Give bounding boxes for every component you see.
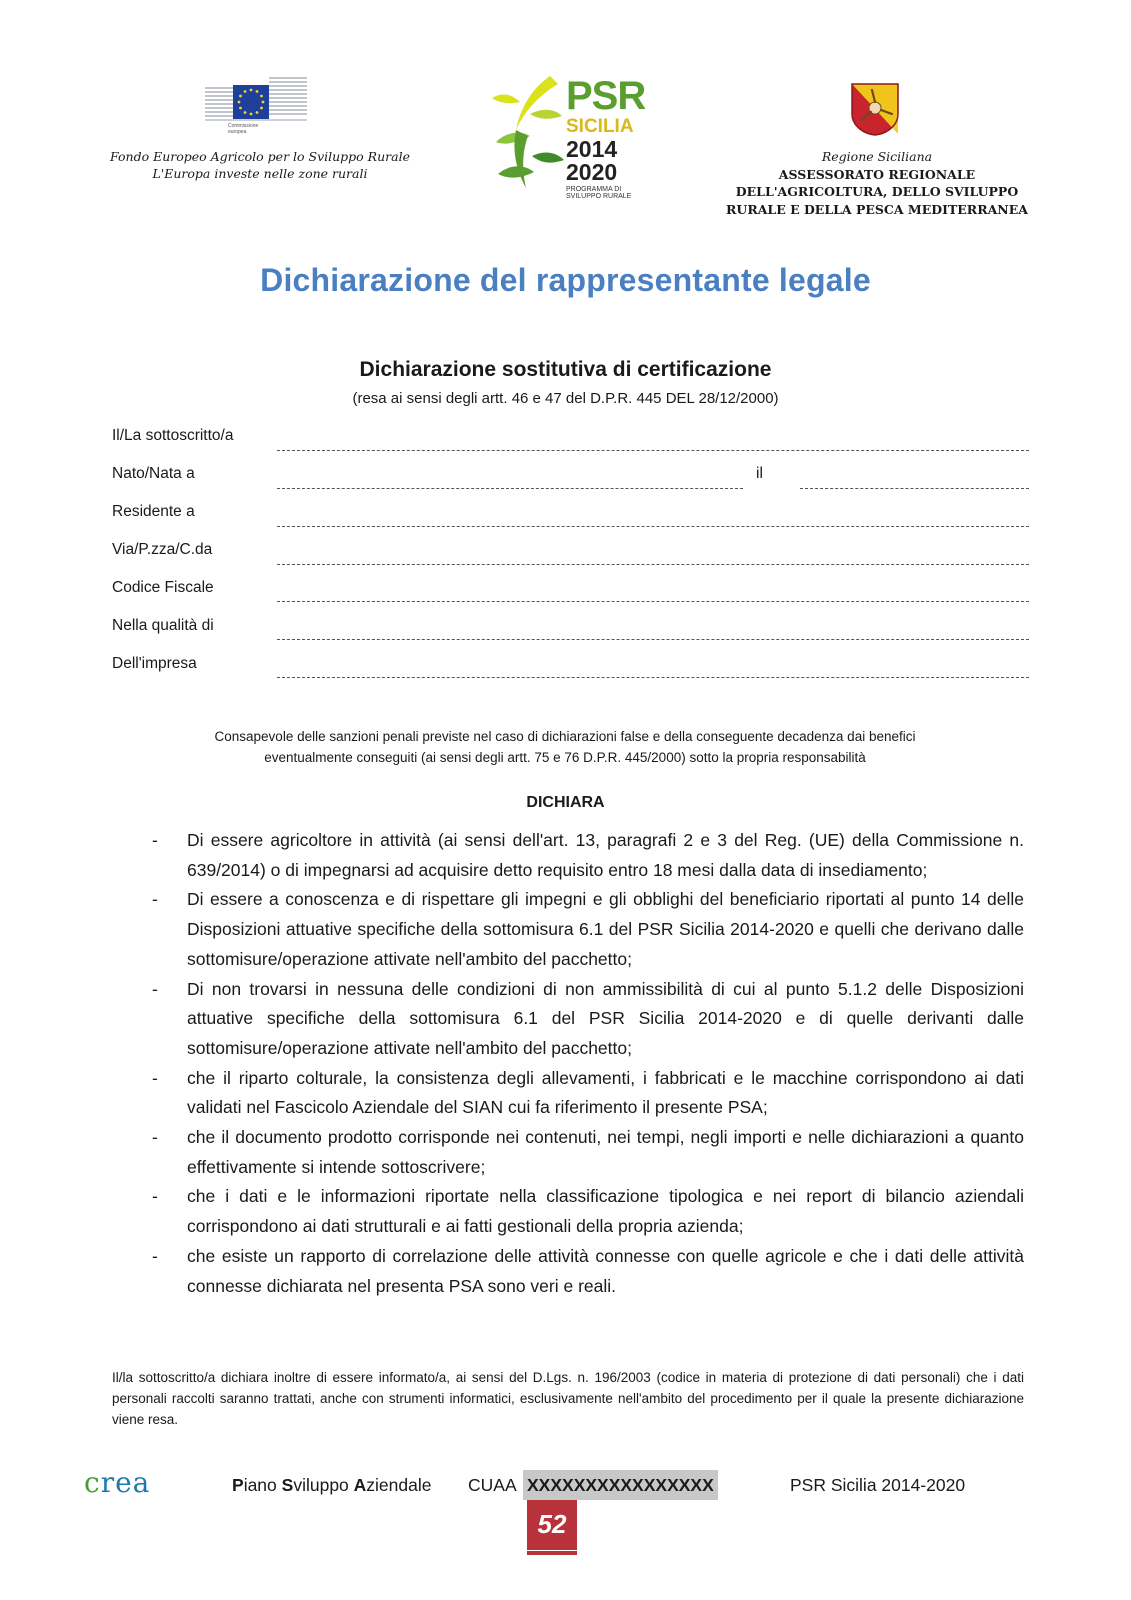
- field-codice-fiscale[interactable]: [277, 601, 1029, 602]
- field-impresa[interactable]: [277, 677, 1029, 678]
- fund-caption: Fondo Europeo Agricolo per lo Sviluppo Rurale L'Europa investe nelle zone rurali: [110, 149, 410, 181]
- label-codice-fiscale: Codice Fiscale: [112, 579, 214, 596]
- label-via: Via/P.zza/C.da: [112, 541, 213, 558]
- list-item: - Di essere a conoscenza e di rispettare gli impegni e gli obblighi del beneficiario riportati al punto 14 delle Disposizioni attuative specifiche della sottomisura 6.1 del PSR Sicilia 2014-2020 e quelli che derivano dalle sottomisure/operazione attivate nell'ambito del pacchetto;: [150, 885, 1024, 974]
- sicily-region-emblem: [850, 82, 900, 136]
- bullet-dash: -: [152, 830, 158, 850]
- privacy-paragraph: Il/la sottoscritto/a dichiara inoltre di essere informato/a, ai sensi del D.Lgs. n. 196/2003 (codice in materia di protezione di dati personali) che i dati personali raccolti saranno trattati, anche con strumenti informatici, esclusivamente nell'ambito del procedimento per il quale la presente dichiarazione viene resa.: [112, 1370, 1024, 1427]
- field-via[interactable]: [277, 564, 1029, 565]
- page-number: 52: [527, 1500, 577, 1550]
- list-item: - che il riparto colturale, la consistenza degli allevamenti, i fabbricati e le macchine corrispondono ai dati validati nel Fascicolo Aziendale del SIAN cui fa riferimento il presente PSA;: [150, 1064, 1024, 1123]
- bullet-dash: -: [152, 1245, 158, 1266]
- crea-logo: crea: [84, 1466, 151, 1499]
- field-residente[interactable]: [277, 526, 1029, 527]
- eu-logo-text: Commissione europea: [228, 123, 259, 135]
- list-item: - Di non trovarsi in nessuna delle condizioni di non ammissibilità di cui al punto 5.1.2 delle Disposizioni attuative specifiche della sottomisura 6.1 del PSR Sicilia 2014-2020 e di quelle derivanti dalle sottomisure/operazione attivate nell'ambito del pacchetto;: [150, 975, 1024, 1064]
- page-title: Dichiarazione del rappresentante legale: [260, 262, 871, 298]
- label-qualita: Nella qualità di: [112, 617, 214, 634]
- label-impresa: Dell'impresa: [112, 655, 197, 672]
- consapevole-paragraph: Consapevole delle sanzioni penali previste nel caso di dichiarazioni false e della conseguente decadenza dai benefici eventualmente conseguiti (ai sensi degli artt. 75 e 76 D.P.R. 445/2000) sotto la propria responsabilità: [214, 729, 916, 765]
- footer-psr: PSR Sicilia 2014-2020: [790, 1475, 966, 1495]
- label-il: il: [756, 465, 763, 482]
- field-sottoscritto[interactable]: [277, 450, 1029, 451]
- field-qualita[interactable]: [277, 639, 1029, 640]
- declaration-list: [150, 826, 1024, 1301]
- footer-cuaa-label: CUAA: [468, 1475, 517, 1495]
- subtitle-note: (resa ai sensi degli artt. 46 e 47 del D.P.R. 445 DEL 28/12/2000): [352, 390, 779, 407]
- list-item: - che esiste un rapporto di correlazione delle attività connesse con quelle agricole e che i dati delle attività connesse dichiarata nel presenta PSA sono veri e reali.: [150, 1242, 1024, 1301]
- list-item: - che i dati e le informazioni riportate nella classificazione tipologica e nei report di bilancio aziendali corrispondono ai dati strutturali e ai fatti gestionali della propria azienda;: [150, 1182, 1024, 1241]
- list-item: - che il documento prodotto corrisponde nei contenuti, nei tempi, negli importi e nelle dichiarazioni a quanto effettivamente si intende sottoscrivere;: [150, 1123, 1024, 1182]
- bullet-dash: -: [152, 1127, 158, 1148]
- bullet-dash: -: [152, 1186, 158, 1207]
- field-luogo-nascita[interactable]: [277, 488, 743, 489]
- label-sottoscritto: Il/La sottoscritto/a: [112, 427, 234, 444]
- subtitle: Dichiarazione sostitutiva di certificazione: [359, 358, 772, 381]
- page-number-underline: [527, 1551, 577, 1555]
- dichiara-heading: DICHIARA: [526, 794, 605, 811]
- region-caption: Regione Siciliana ASSESSORATO REGIONALE DELL'AGRICOLTURA, DELLO SVILUPPO RURALE E DELLA PESCA MEDITERRANEA: [726, 149, 1028, 217]
- bullet-dash: -: [152, 1067, 158, 1088]
- field-data-nascita[interactable]: [800, 488, 1029, 489]
- bullet-dash: -: [152, 978, 158, 999]
- bullet-dash: -: [152, 889, 158, 910]
- footer-cuaa-value: XXXXXXXXXXXXXXXX: [523, 1470, 718, 1500]
- label-residente: Residente a: [112, 503, 195, 520]
- list-item: - Di essere agricoltore in attività (ai sensi dell'art. 13, paragrafi 2 e 3 del Reg. (UE) della Commissione n. 639/2014) o di impegnarsi ad acquisire detto requisito entro 18 mesi dalla data di insediamento;: [150, 826, 1024, 885]
- psr-logo-text: PSR SICILIA 2014 2020 PROGRAMMA DI SVILUPPO RURALE: [566, 74, 646, 200]
- label-nato: Nato/Nata a: [112, 465, 195, 482]
- footer-piano-sviluppo: Piano Sviluppo Aziendale: [232, 1475, 432, 1495]
